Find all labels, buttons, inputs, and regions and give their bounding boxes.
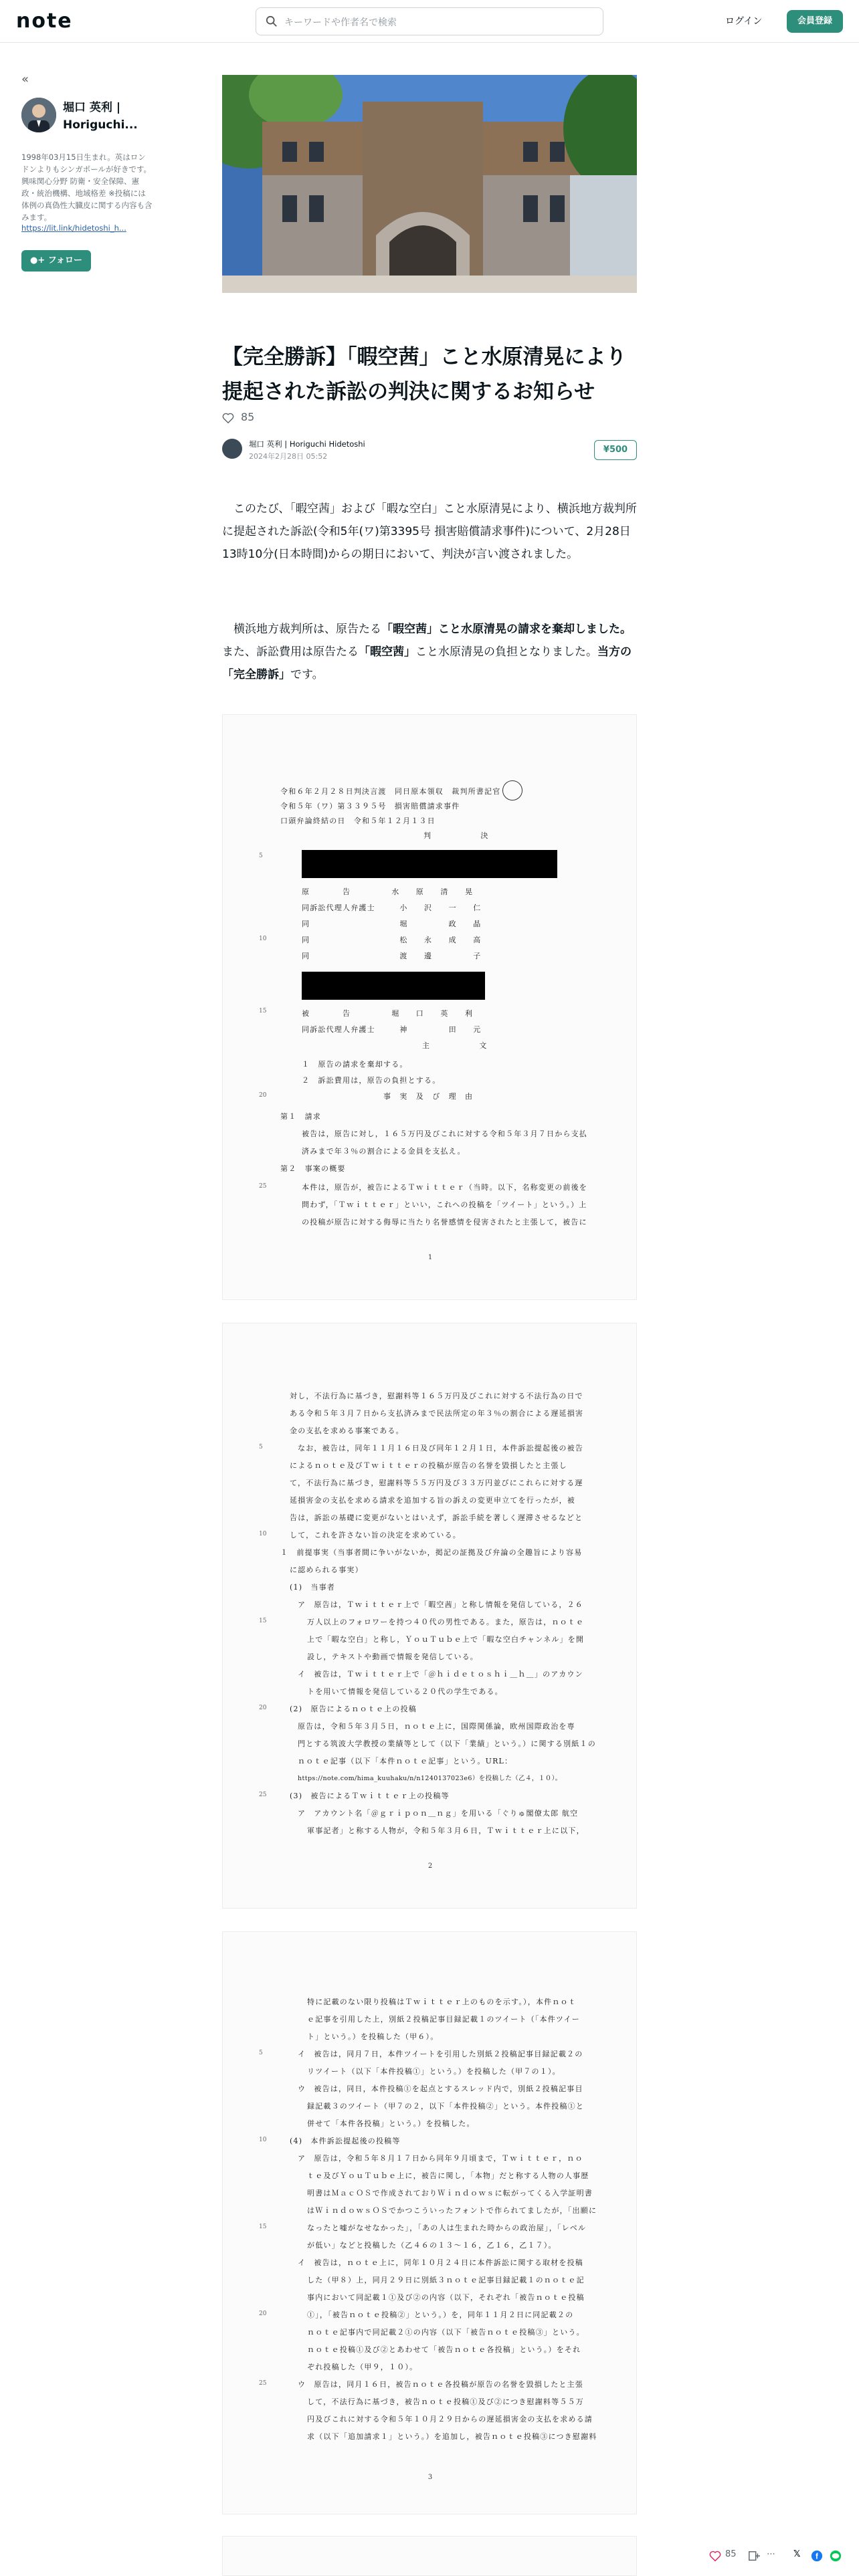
doc-line: 録記載３のツイート（甲７の２，以下「本件投稿②」という。本件投稿①と (307, 2102, 585, 2111)
facebook-share-icon[interactable] (811, 2550, 823, 2562)
doc-line: ｅ記事を引用した上，別紙２投稿記事目録記載１のツイート（「本件ツイー (307, 2015, 580, 2024)
search-box[interactable] (256, 7, 603, 35)
publish-date: 2024年2月28日 05:52 (249, 452, 328, 461)
doc-page-number: 2 (427, 1862, 433, 1870)
doc-line: 判 決 (423, 831, 489, 840)
doc-line: 同 松 永 成 高 (302, 936, 482, 944)
redaction-bar (302, 850, 557, 878)
doc-line: イ 被告は，同月７日，本件ツイートを引用した別紙２投稿記事目録記載２の (298, 2050, 583, 2058)
price-badge[interactable]: ¥500 (594, 440, 637, 460)
doc-line: １ 原告の請求を棄却する。 (302, 1060, 408, 1069)
doc-line: 同訴訟代理人弁護士 神 田 元 (302, 1025, 482, 1034)
doc-line: 令和５年（ワ）第３３９５号 損害賠償請求事件 (280, 802, 460, 811)
line-share-icon[interactable] (830, 2550, 842, 2562)
doc-line: ｔｅ及びＹｏｕＴｕｂｅ上に，被告に関し，「本物」だと称する人物の人事歴 (307, 2171, 589, 2180)
doc-line: なったと嘘がなせなかった」，「あの人は生まれた時からの政治屋」，「レベル (307, 2224, 587, 2232)
like-count: 85 (241, 411, 255, 423)
heart-icon[interactable] (709, 2551, 721, 2561)
doc-line: https://note.com/hima_kuuhaku/n/n1240137023e6）を投稿した（乙４，１０）。 (298, 1775, 562, 1782)
meta-author-name[interactable]: 堀口 英利 | Horiguchi Hidetoshi (249, 439, 365, 449)
follow-label: フォロー (47, 255, 83, 265)
doc-line: ウ 原告は，同月１６日，被告ｎｏｔｅ各投稿が原告の名誉を毀損したと主張 (298, 2380, 583, 2389)
doc-line: 万人以上のフォロワーを持つ４０代の男性である。また，原告は，ｎｏｔｅ (307, 1618, 585, 1626)
doc-line: 口頭弁論終結の日 令和５年１２月１３日 (280, 817, 436, 825)
heart-icon[interactable] (222, 413, 234, 423)
doc-line: 事 実 及 び 理 由 (383, 1092, 474, 1101)
doc-line: (3) 被告によるＴｗｉｔｔｅｒ上の投稿等 (290, 1792, 450, 1800)
doc-line: ぞれ投稿した（甲９，１０）。 (307, 2363, 418, 2371)
doc-line: 明書はＭａｃＯＳで作成されておりＷｉｎｄｏｗｓに転がってくる入学証明書 (307, 2189, 593, 2197)
article-title: 【完全勝訴】「暇空茜」こと水原清晃により提起された訴訟の判決に関するお知らせ (222, 345, 627, 404)
doc-line: の投稿が原告に対する侮辱に当たり名誉感情を侵害されたと主張して，被告に (302, 1218, 587, 1226)
doc-line: に認められる事実） (290, 1566, 363, 1574)
redaction-bar (302, 972, 485, 1000)
doc-line: 事内において同記載１①及び②の内容（以下，それぞれ「被告ｎｏｔｅ投稿 (307, 2293, 585, 2302)
doc-line: 同訴訟代理人弁護士 小 沢 一 仁 (302, 903, 482, 912)
doc-line: (2) 原告によるｎｏｔｅ上の投稿 (290, 1705, 417, 1713)
doc-line: (1) 当事者 (290, 1583, 335, 1592)
doc-line: 被告は，原告に対し，１６５万円及びこれに対する令和５年３月７日から支払 (302, 1130, 587, 1138)
doc-line: ２ 訴訟費用は，原告の負担とする。 (302, 1076, 441, 1085)
author-bio: 1998年03月15日生まれ。英はロンドンよりもシンガポールが好きです。興味関心分野 防衛・安全保障、憲政・統治機構、地域格差 ※投稿には体例の真偽性大臓皮に関する内容も含みます。 (21, 152, 153, 222)
doc-line: 同 渡 邊 子 (302, 952, 482, 960)
doc-line: 第１ 請求 (280, 1112, 321, 1121)
doc-line: 同 堀 政 晶 (302, 920, 482, 928)
doc-line: 金の支払を求める事案である。 (290, 1426, 404, 1435)
doc-line: リツイート（以下「本件投稿①」という。）を投稿した（甲７の１）。 (307, 2067, 561, 2076)
doc-line: して，不法行為に基づき，被告ｎｏｔｅ投稿①及び②につき慰謝料等５５万 (307, 2397, 584, 2406)
collapse-sidebar-icon[interactable]: « (21, 72, 29, 86)
doc-line: なお，被告は，同年１１月１６日及び同年１２月１日，本件訴訟提起後の被告 (298, 1444, 583, 1453)
doc-line: ア 原告は，令和５年８月１７日から同年９月頃まで，Ｔｗｉｔｔｅｒ，ｎｏ (298, 2154, 583, 2163)
doc-line: 上で「暇な空白」と称し，ＹｏｕＴｕｂｅ上で「暇な空白チャンネル」を開 (307, 1635, 585, 1644)
doc-line: 本件は，原告が，被告によるＴｗｉｔｔｅｒ（当時。以下，名称変更の前後を (302, 1183, 587, 1192)
search-icon (266, 15, 278, 27)
login-button[interactable]: ログイン (725, 16, 763, 27)
svg-text:f: f (816, 2552, 818, 2561)
court-seal-stamp (502, 780, 522, 800)
doc-line: ア 原告は，Ｔｗｉｔｔｅｒ上で「暇空茜」と称し情報を発信している，２６ (298, 1600, 583, 1609)
doc-line: ウ 被告は，同日，本件投稿①を起点とするスレッド内で，別紙２投稿記事目 (298, 2084, 583, 2093)
judgment-scan-page-3[interactable]: 特に記載のない限り投稿はＴｗｉｔｔｅｒ上のものを示す。），本件ｎｏｔ ｅ記事を引用した上，別紙２投稿記事目録記載１のツイート（「本件ツイー ト」という。）を投稿した（甲６）。 5 イ 被告は，同月７日，本件ツイートを引用した別紙２投稿記事目録記載２の リツイート（以下「本件投稿①」という。）を投稿した（甲７の１）。 ウ 被告は，同日，本件投稿①を起点とするスレッド内で，別紙２投稿記事目 録記載３のツイート（甲７の２，以下「本件投稿②」という。本件投稿①と 併せて「本件各投稿」という。）を投稿した。 10 (4) 本件訴訟提起後の投稿等 ア 原告は，令和５年８月１７日から同年９月頃まで，Ｔｗｉｔｔｅｒ，ｎｏ ｔｅ及びＹｏｕＴｕｂｅ上に，被告に関し，「本物」だと称する人物の人事歴 明書はＭａｃＯＳで作成されておりＷｉｎｄｏｗｓに転がってくる入学証明書 はＷｉｎｄｏｗｓＯＳでかつこういったフォントで作られてましたが，「出願に 15 なったと嘘がなせなかった」，「あの人は生まれた時からの政治屋」，「レベル が低い」などと投稿した（乙４６の１３～１６，乙１６，乙１７）。 イ 被告は，ｎｏｔｅ上に，同年１０月２４日に本件訴訟に関する取材を投稿 した（甲８）上，同月２９日に別紙３ｎｏｔｅ記事目録記載１のｎｏｔｅ記 事内において同記載１①及び②の内容（以下，それぞれ「被告ｎｏｔｅ投稿 20 ①」，「被告ｎｏｔｅ投稿②」という。）を，同年１１月２日に同記載２の ｎｏｔｅ記事内で同記載２①の内容（以下「被告ｎｏｔｅ投稿③」という。 ｎｏｔｅ投稿①及び②とあわせて「被告ｎｏｔｅ各投稿」という。）をそれ ぞれ投稿した（甲９，１０）。 25 ウ 原告は，同月１６日，被告ｎｏｔｅ各投稿が原告の名誉を毀損したと主張 して，不法行為に基づき，被告ｎｏｔｅ投稿①及び②につき慰謝料等５５万 円及びこれに対する令和５年１０月２９日からの遅延損害金の支払を求める請 求（以下「追加請求１」という。）を追加し，被告ｎｏｔｅ投稿③につき慰謝料 3 (222, 1931, 637, 2514)
doc-line: 令和６年２月２８日判決言渡 同日原本領収 裁判所書記官 (280, 787, 501, 796)
author-avatar[interactable] (21, 98, 56, 132)
doc-line: １ 前提事実（当事者間に争いがないか，掲記の証拠及び弁論の全趣旨により容易 (280, 1548, 583, 1557)
doc-line: ｎｏｔｅ投稿①及び②とあわせて「被告ｎｏｔｅ各投稿」という。）をそれ (307, 2345, 581, 2354)
meta-author-avatar[interactable] (222, 439, 242, 459)
more-options-icon[interactable]: ⋯ (767, 2549, 775, 2559)
doc-line: (4) 本件訴訟提起後の投稿等 (290, 2137, 401, 2145)
doc-line: イ 被告は，Ｔｗｉｔｔｅｒ上で「＠ｈｉｄｅｔｏｓｈｉ＿ｈ＿」のアカウン (298, 1670, 583, 1679)
doc-line: ア アカウント名「＠ｇｒｉｐｏｎ＿ｎｇ」を用いる「ぐりゅ閣僚太郎 航空 (298, 1809, 579, 1818)
doc-line: 被 告 堀 口 英 利 (302, 1009, 474, 1018)
doc-line: 第２ 事案の概要 (280, 1164, 346, 1173)
signup-button[interactable]: 会員登録 (787, 10, 843, 33)
doc-line: 済みまで年３％の割合による金員を支払え。 (302, 1147, 466, 1156)
doc-line: ｎｏｔｅ記事内で同記載２①の内容（以下「被告ｎｏｔｅ投稿③」という。 (307, 2328, 585, 2337)
doc-line: 原告は，令和５年３月５日，ｎｏｔｅ上に，国際関係論，欧州国際政治を専 (298, 1722, 575, 1731)
doc-line: 円及びこれに対する令和５年１０月２９日からの遅延損害金の支払を求める請 (307, 2415, 593, 2424)
doc-line: ①」，「被告ｎｏｔｅ投稿②」という。）を，同年１１月２日に同記載２の (307, 2311, 574, 2319)
follow-user-icon: ●+ (29, 255, 48, 265)
doc-line: 門とする筑波大学教授の業績等として（以下「業績」という。）に関する別紙１の (298, 1739, 596, 1748)
doc-line: して，これを許さない旨の決定を求めている。 (290, 1531, 461, 1539)
author-bio-link[interactable]: https://lit.link/hidetoshi_h... (21, 223, 126, 233)
doc-line: した（甲８）上，同月２９日に別紙３ｎｏｔｅ記事目録記載１のｎｏｔｅ記 (307, 2276, 585, 2284)
follow-button[interactable] (21, 250, 91, 272)
site-header (0, 0, 859, 43)
doc-line: が低い」などと投稿した（乙４６の１３～１６，乙１６，乙１７）。 (307, 2241, 557, 2250)
doc-page-number: 1 (427, 1254, 433, 1261)
doc-line: によるｎｏｔｅ及びＴｗｉｔｔｅｒの投稿が原告の名誉を毀損したと主張し (290, 1461, 567, 1470)
like-row[interactable] (222, 411, 254, 427)
x-share-icon[interactable]: 𝕏 (793, 2549, 801, 2559)
bottom-action-bar (696, 2544, 859, 2571)
judgment-scan-page-1[interactable]: 令和６年２月２８日判決言渡 同日原本領収 裁判所書記官 令和５年（ワ）第３３９５号 損害賠償請求事件 口頭弁論終結の日 令和５年１２月１３日 判 決 5 原 告 水 原 清 晃 同訴訟代理人弁護士 小 沢 一 仁 同 堀 政 晶 10 同 松 永 成 高 同 渡 邊 子 15 被 告 堀 口 英 利 同訴訟代理人弁護士 神 田 元 主 文 １ 原告の請求を棄却する。 ２ 訴訟費用は，原告の負担とする。 20 事 実 及 び 理 由 第１ 請求 被告は，原告に対し，１６５万円及びこれに対する令和５年３月７日から支払 済みまで年３％の割合による金員を支払え。 第２ 事案の概要 25 本件は，原告が，被告によるＴｗｉｔｔｅｒ（当時。以下，名称変更の前後を 問わず，「Ｔｗｉｔｔｅｒ」といい，これへの投稿を「ツイート」という。）上 の投稿が原告に対する侮辱に当たり名誉感情を侵害されたと主張して，被告に 1 (222, 714, 637, 1300)
article-paragraph-2: 横浜地方裁判所は、原告たる「暇空茜」こと水原清晃の請求を棄却しました。また、訴訟費用は原告たる「暇空茜」こと水原清晃の負担となりました。当方の「完全勝訴」です。 (222, 623, 632, 681)
doc-line: 特に記載のない限り投稿はＴｗｉｔｔｅｒ上のものを示す。），本件ｎｏｔ (307, 1998, 577, 2006)
doc-line: 告は，訴訟の基礎に変更がないとはいえず，訴訟手続を著しく遅滞させるなどと (290, 1513, 583, 1522)
doc-line: 軍事記者」と称する人物が，令和５年３月６日，Ｔｗｉｔｔｅｒ上に以下， (307, 1826, 585, 1835)
doc-line: はＷｉｎｄｏｗｓＯＳでかつこういったフォントで作られてましたが，「出願に (307, 2206, 597, 2215)
article-paragraph-1: このたび、「暇空茜」および「暇な空白」こと水原清晃により、横浜地方裁判所に提起された訴訟(令和5年(ワ)第3395号 損害賠償請求事件)について、2月28日13時10分(日本時間)からの期日において、判決が言い渡されました。 (222, 502, 637, 561)
doc-line: ト」という。）を投稿した（甲６）。 (307, 2032, 439, 2041)
search-input[interactable]: キーワードや作者名で検索 (284, 17, 397, 28)
doc-line: 原 告 水 原 清 晃 (302, 887, 474, 896)
judgment-scan-page-4[interactable] (222, 2536, 637, 2576)
doc-line: 設し，テキストや動画で情報を発信している。 (307, 1652, 478, 1661)
doc-page-number: 3 (427, 2474, 433, 2481)
judgment-scan-page-2[interactable]: 対し，不法行為に基づき，慰謝料等１６５万円及びこれに対する不法行為の日で ある令和５年３月７日から支払済みまで民法所定の年３％の割合による遅延損害 金の支払を求める事案である。 5 なお，被告は，同年１１月１６日及び同年１２月１日，本件訴訟提起後の被告 によるｎｏｔｅ及びＴｗｉｔｔｅｒの投稿が原告の名誉を毀損したと主張し て，不法行為に基づき，慰謝料等５５万円及び３３万円並びにこれらに対する遅 延損害金の支払を求める請求を追加する旨の訴えの変更申立てを行ったが，被 告は，訴訟の基礎に変更がないとはいえず，訴訟手続を著しく遅滞させるなどと 10 して，これを許さない旨の決定を求めている。 １ 前提事実（当事者間に争いがないか，掲記の証拠及び弁論の全趣旨により容易 に認められる事実） (1) 当事者 ア 原告は，Ｔｗｉｔｔｅｒ上で「暇空茜」と称し情報を発信している，２６ 15 万人以上のフォロワーを持つ４０代の男性である。また，原告は，ｎｏｔｅ 上で「暇な空白」と称し，ＹｏｕＴｕｂｅ上で「暇な空白チャンネル」を開 設し，テキストや動画で情報を発信している。 イ 被告は，Ｔｗｉｔｔｅｒ上で「＠ｈｉｄｅｔｏｓｈｉ＿ｈ＿」のアカウン トを用いて情報を発信している２０代の学生である。 20 (2) 原告によるｎｏｔｅ上の投稿 原告は，令和５年３月５日，ｎｏｔｅ上に，国際関係論，欧州国際政治を専 門とする筑波大学教授の業績等として（以下「業績」という。）に関する別紙１の ｎｏｔｅ記事（以下「本件ｎｏｔｅ記事」という。URL： https://note.com/hima_kuuhaku/n/n1240137023e6）を投稿した（乙４，１０）。 25 (3) 被告によるＴｗｉｔｔｅｒ上の投稿等 ア アカウント名「＠ｇｒｉｐｏｎ＿ｎｇ」を用いる「ぐりゅ閣僚太郎 航空 軍事記者」と称する人物が，令和５年３月６日，Ｔｗｉｔｔｅｒ上に以下， 2 (222, 1323, 637, 1909)
note-logo[interactable]: note (16, 9, 73, 33)
bottom-like-count: 85 (725, 2549, 737, 2559)
doc-line: 求（以下「追加請求１」という。）を追加し，被告ｎｏｔｅ投稿③につき慰謝料 (307, 2432, 597, 2441)
doc-line: ｎｏｔｅ記事（以下「本件ｎｏｔｅ記事」という。URL： (298, 1757, 513, 1765)
doc-line: トを用いて情報を発信している２０代の学生である。 (307, 1687, 503, 1696)
author-name[interactable]: 堀口 英利 | Horiguchi... (63, 101, 138, 132)
doc-line: て，不法行為に基づき，慰謝料等５５万円及び３３万円並びにこれらに対する遅 (290, 1479, 583, 1487)
doc-line: 併せて「本件各投稿」という。）を投稿した。 (307, 2119, 475, 2128)
doc-line: 主 文 (422, 1041, 488, 1050)
doc-line: 対し，不法行為に基づき，慰謝料等１６５万円及びこれに対する不法行為の日で (290, 1392, 583, 1400)
doc-line: 問わず，「Ｔｗｉｔｔｅｒ」といい，これへの投稿を「ツイート」という。）上 (302, 1200, 587, 1209)
hero-image (222, 75, 637, 293)
doc-line: イ 被告は，ｎｏｔｅ上に，同年１０月２４日に本件訴訟に関する取材を投稿 (298, 2258, 583, 2267)
magazine-add-icon[interactable] (748, 2550, 760, 2562)
doc-line: ある令和５年３月７日から支払済みまで民法所定の年３％の割合による遅延損害 (290, 1409, 584, 1418)
doc-line: 延損害金の支払を求める請求を追加する旨の訴えの変更申立てを行ったが，被 (290, 1496, 575, 1505)
